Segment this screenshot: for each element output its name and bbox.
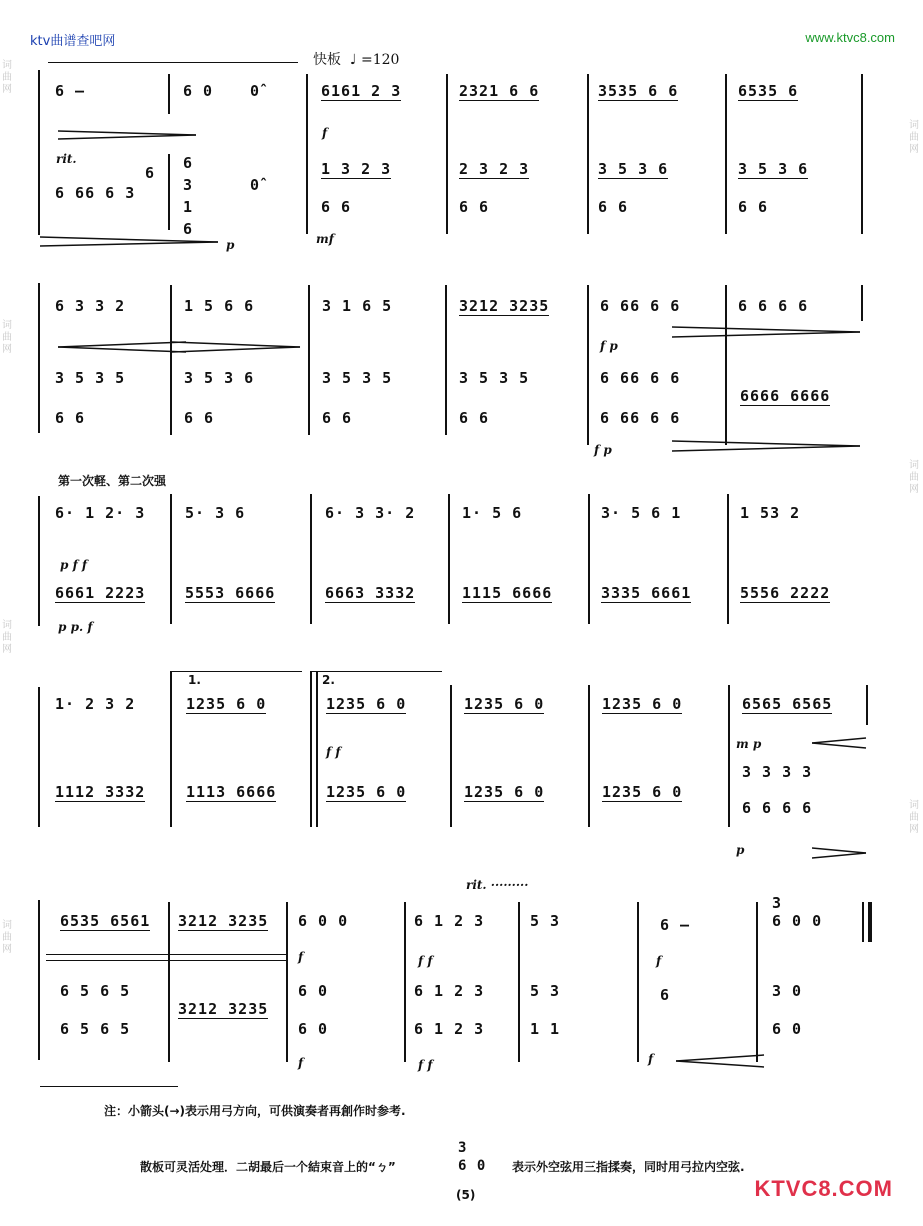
decrescendo-wedge: [58, 128, 198, 142]
note-group: 6661 2223: [55, 584, 146, 602]
note-group: 5· 3 6: [185, 504, 246, 522]
note-group: 6 6: [321, 198, 352, 216]
ritardando-mark: rit. ·········: [466, 878, 529, 892]
note-group: 6 6: [55, 409, 86, 427]
site-name-left[interactable]: ktv曲谱查吧网: [30, 34, 116, 49]
note-group: 6 5 6 5: [60, 982, 131, 1000]
barline: [518, 902, 520, 1062]
dynamic-f: f: [298, 950, 304, 964]
dynamic-f: f: [656, 954, 662, 968]
note-group: 6 3 3 2: [55, 297, 126, 315]
volta-1-label: 1.: [188, 673, 201, 687]
barline: [450, 685, 452, 827]
footnote-line-2b: 表示外空弦用三指揉奏，同时用弓拉内空弦.: [512, 1160, 745, 1174]
barline: [168, 902, 170, 1062]
note-group: 3 5 3 6: [738, 160, 809, 178]
note-group: 6 6: [598, 198, 629, 216]
note-group: 6 0: [772, 1020, 803, 1038]
barline: [306, 74, 308, 234]
note-group: 1235 6 0: [186, 695, 267, 713]
note-group: 1235 6 0: [464, 695, 545, 713]
note-group: 3335 6661: [601, 584, 692, 602]
note-group: 5 3: [530, 982, 561, 1000]
score-system-5: [0, 878, 923, 1078]
note: 6: [145, 164, 156, 182]
note-group: 6535 6: [738, 82, 799, 100]
note-group: 1 5 6 6: [184, 297, 255, 315]
note-group: 3 3 3 3: [742, 763, 813, 781]
note-group: 6 6 6 6: [742, 799, 813, 817]
footnote-line-1: 注：小箭头(→)表示用弓方向，可供演奏者再創作时参考.: [104, 1104, 406, 1118]
barline: [404, 902, 406, 1062]
note-group: 3212 3235: [459, 297, 550, 315]
note-group: 3 5 3 5: [322, 369, 393, 387]
watermark-left: 词 曲 网: [2, 920, 12, 955]
note-group: 3 5 3 5: [55, 369, 126, 387]
dynamic-f: f: [298, 1056, 304, 1070]
site-url-right[interactable]: www.ktvc8.com: [805, 30, 895, 45]
inline-chord-top: 3: [458, 1140, 468, 1156]
decrescendo-wedge: [812, 847, 868, 859]
note-group: 1235 6 0: [326, 695, 407, 713]
note-group: 6 0 0: [772, 912, 823, 930]
final-barline: [862, 902, 864, 942]
note-group: 3 1 6 5: [322, 297, 393, 315]
barline: [588, 494, 590, 624]
barline: [728, 685, 730, 827]
note-group: 1· 2 3 2: [55, 695, 136, 713]
note-group: 6 0: [183, 82, 214, 100]
note-group: 6 6: [459, 409, 490, 427]
tempo-marking: 快板 ♩ =120: [313, 52, 400, 68]
note-group: 6· 3 3· 2: [325, 504, 416, 522]
dynamic-ppf: p p. f: [58, 620, 93, 634]
note-group: 3 5 3 6: [598, 160, 669, 178]
inline-chord-bottom: 6 0: [458, 1158, 487, 1174]
barline: [168, 154, 170, 230]
barline: [866, 685, 868, 725]
note-group: 1113 6666: [186, 783, 277, 801]
fermata-rest: 0̂: [250, 176, 261, 194]
dynamic-f: f: [648, 1052, 654, 1066]
note-group: 6 6 6 6: [738, 297, 809, 315]
barline: [756, 902, 758, 1062]
note-group: 1235 6 0: [464, 783, 545, 801]
barline: [445, 285, 447, 435]
note-group: 6 6: [184, 409, 215, 427]
barline: [587, 285, 589, 445]
fermata-rest: 0̂: [250, 82, 261, 100]
note-group: 6 0 0: [298, 912, 349, 930]
note-group: 2321 6 6: [459, 82, 540, 100]
barline: [725, 285, 727, 445]
note-group: 6666 6666: [740, 387, 831, 405]
watermark-left: 词 曲 网: [2, 60, 12, 95]
system-bracket: [38, 687, 40, 827]
barline: [588, 685, 590, 827]
sustain-line: [46, 954, 286, 955]
dynamic-pff: p f f: [60, 558, 88, 572]
watermark-right: 词 曲 网: [909, 800, 919, 835]
decrescendo-wedge: [672, 439, 862, 453]
score-system-3: [0, 468, 923, 643]
repeat-barline: [316, 671, 318, 827]
note-group: 1235 6 0: [602, 783, 683, 801]
barline: [448, 494, 450, 624]
note-group: 3212 3235: [178, 912, 269, 930]
note-group: 1 53 2: [740, 504, 801, 522]
ritardando-mark: rit.: [56, 152, 77, 166]
note-group: 6 1 2 3: [414, 912, 485, 930]
note-group: 3 0: [772, 982, 803, 1000]
barline: [170, 285, 172, 435]
dynamic-fp: f p: [594, 443, 612, 457]
note-group: 1235 6 0: [326, 783, 407, 801]
page-number: (5): [456, 1188, 476, 1202]
note-group: 1 1: [530, 1020, 561, 1038]
dynamic-ff: f f: [326, 745, 341, 759]
barline: [308, 285, 310, 435]
note-group: 6663 3332: [325, 584, 416, 602]
dynamic-f: f: [322, 126, 328, 140]
note-group: 6 1 2 3: [414, 982, 485, 1000]
note-group: 1 3 2 3: [321, 160, 392, 178]
score-system-2: [0, 275, 923, 460]
barline: [725, 74, 727, 234]
score-system-4: [0, 665, 923, 865]
note-group: 5556 2222: [740, 584, 831, 602]
barline: [587, 74, 589, 234]
barline: [861, 285, 863, 321]
watermark-right: 词 曲 网: [909, 120, 919, 155]
note-group: 6 66 6 6: [600, 297, 681, 315]
note-group: 6 –: [660, 916, 691, 934]
footnote-rule: [40, 1086, 178, 1087]
note-group: 6 1 2 3: [414, 1020, 485, 1038]
barline: [310, 494, 312, 624]
note-group: 6· 1 2· 3: [55, 504, 146, 522]
volta-2-label: 2.: [322, 673, 335, 687]
note-group: 6 6: [459, 198, 490, 216]
note-group: 3 5 3 6: [184, 369, 255, 387]
dynamic-ff: f f: [418, 1058, 433, 1072]
volta-bracket-1: [172, 671, 302, 672]
note-group: 2 3 2 3: [459, 160, 530, 178]
barline: [286, 902, 288, 1062]
performance-note: 第一次軽、第二次强: [58, 474, 167, 488]
crescendo-wedge: [676, 1054, 766, 1068]
arpeggio-chord: 6 3 1 6: [183, 154, 194, 238]
note-group: 6535 6561: [60, 912, 151, 930]
note-group: 6 6: [738, 198, 769, 216]
note-group: 1112 3332: [55, 783, 146, 801]
note-group: 6161 2 3: [321, 82, 402, 100]
decrescendo-wedge: [40, 234, 220, 248]
barline: [637, 902, 639, 1062]
sustain-line: [46, 960, 286, 961]
note-group: 3· 5 6 1: [601, 504, 682, 522]
decrescendo-wedge: [672, 325, 862, 339]
dynamic-ff: f f: [418, 954, 433, 968]
note: 3: [772, 894, 783, 912]
barline: [170, 671, 172, 827]
watermark-right: 词 曲 网: [909, 460, 919, 495]
decrescendo-wedge: [172, 341, 302, 353]
note-group: 6 66 6 3: [55, 184, 136, 202]
note-group: 6 0: [298, 982, 329, 1000]
note-group: 6 0: [298, 1020, 329, 1038]
barline: [861, 74, 863, 234]
repeat-barline: [310, 671, 312, 827]
crescendo-wedge: [58, 341, 188, 353]
system-bracket: [38, 70, 40, 235]
dynamic-p: p: [226, 238, 235, 252]
barline: [168, 74, 170, 114]
barline: [446, 74, 448, 234]
watermark-left: 词 曲 网: [2, 320, 12, 355]
site-logo[interactable]: KTVC8.COM: [754, 1176, 893, 1201]
volta-bracket-2: [312, 671, 442, 672]
slur-line: [48, 62, 298, 63]
dynamic-mf: mf: [316, 232, 334, 246]
note-group: 6: [660, 986, 671, 1004]
score-system-1: [0, 60, 923, 250]
note-group: 6 66 6 6: [600, 369, 681, 387]
footnote-line-2a: 散板可灵活处理．二胡最后一个結束音上的“ㄅ”: [140, 1160, 396, 1174]
crescendo-wedge: [812, 737, 868, 749]
note-group: 6565 6565: [742, 695, 833, 713]
final-barline: [868, 902, 872, 942]
note-group: 3 5 3 5: [459, 369, 530, 387]
note-group: 1· 5 6: [462, 504, 523, 522]
system-bracket: [38, 283, 40, 433]
system-bracket: [38, 900, 40, 1060]
dynamic-fp: f p: [600, 339, 618, 353]
watermark-left: 词 曲 网: [2, 620, 12, 655]
note-group: 5 3: [530, 912, 561, 930]
note-group: 1115 6666: [462, 584, 553, 602]
note-group: 5553 6666: [185, 584, 276, 602]
note-group: 6 5 6 5: [60, 1020, 131, 1038]
system-bracket: [38, 496, 40, 626]
note-group: 6 –: [55, 82, 86, 100]
note-group: 3535 6 6: [598, 82, 679, 100]
note-group: 6 66 6 6: [600, 409, 681, 427]
dynamic-p: p: [736, 843, 745, 857]
note-group: 6 6: [322, 409, 353, 427]
dynamic-mp: m p: [736, 737, 762, 751]
barline: [727, 494, 729, 624]
note-group: 1235 6 0: [602, 695, 683, 713]
barline: [170, 494, 172, 624]
note-group: 3212 3235: [178, 1000, 269, 1018]
